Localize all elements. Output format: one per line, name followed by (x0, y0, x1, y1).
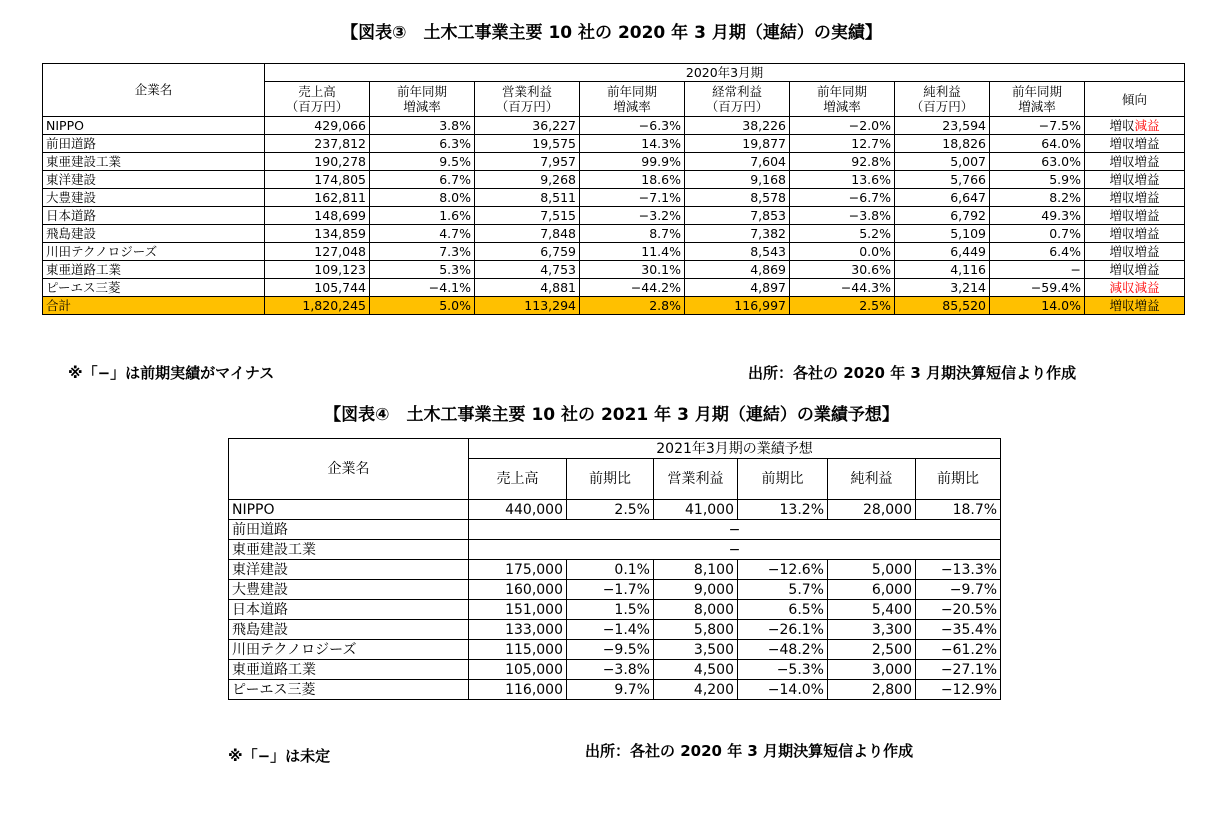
value-cell: 0.0% (790, 243, 895, 261)
trend-part: 増収 (1109, 153, 1135, 169)
column-header (475, 82, 580, 117)
value-cell: 174,805 (265, 171, 370, 189)
value-cell: 134,859 (265, 225, 370, 243)
table1-note: ※「−」は前期実績がマイナス (68, 364, 275, 382)
table2-note: ※「−」は未定 (228, 747, 331, 765)
value-cell: 7,515 (475, 207, 580, 225)
value-cell: 5,800 (654, 620, 738, 640)
company-name: ピーエス三菱 (43, 279, 265, 297)
value-cell: 3.8% (370, 117, 475, 135)
trend-part: 減益 (1134, 117, 1160, 133)
column-header: 前期比 (738, 459, 828, 500)
table-row (43, 207, 1185, 225)
value-cell: 2,500 (828, 640, 916, 660)
value-cell: 9.7% (567, 680, 654, 700)
trend-cell (1085, 297, 1185, 315)
value-cell: −27.1% (916, 660, 1001, 680)
column-header-line1: 純利益 (923, 84, 961, 99)
value-cell: 18.7% (916, 500, 1001, 520)
column-header (1085, 82, 1185, 117)
value-cell: 6.4% (990, 243, 1085, 261)
value-cell: −48.2% (738, 640, 828, 660)
value-cell: 9.5% (370, 153, 475, 171)
value-cell: 4,200 (654, 680, 738, 700)
column-header (685, 82, 790, 117)
value-cell: 6,000 (828, 580, 916, 600)
column-header-line1: 前年同期 (606, 84, 657, 99)
column-header (580, 82, 685, 117)
table-row (43, 117, 1185, 135)
value-cell: −1.4% (567, 620, 654, 640)
trend-part: 増益 (1134, 189, 1160, 205)
value-cell: 3,214 (895, 279, 990, 297)
value-cell: 4,881 (475, 279, 580, 297)
value-cell: 2.5% (790, 297, 895, 315)
column-header-line2: 増減率 (823, 99, 861, 114)
table-row (229, 580, 1001, 600)
trend-part: 減収 (1109, 279, 1135, 295)
value-cell: 7,848 (475, 225, 580, 243)
value-cell: 160,000 (469, 580, 567, 600)
company-name: 川田テクノロジーズ (229, 640, 469, 660)
column-header: 営業利益 (654, 459, 738, 500)
table-row (43, 189, 1185, 207)
value-cell: −13.3% (916, 560, 1001, 580)
value-cell: −2.0% (790, 117, 895, 135)
table-row (43, 225, 1185, 243)
trend-part: 増益 (1134, 171, 1160, 187)
trend-part: 増益 (1134, 225, 1160, 241)
company-name: 飛島建設 (229, 620, 469, 640)
value-cell: − (990, 261, 1085, 279)
value-cell: 41,000 (654, 500, 738, 520)
value-cell: 13.6% (790, 171, 895, 189)
table-row (229, 520, 1001, 540)
table-row (43, 153, 1185, 171)
value-cell: 30.1% (580, 261, 685, 279)
value-cell: 1.5% (567, 600, 654, 620)
column-header-line1: 前年同期 (816, 84, 867, 99)
value-cell: 7,382 (685, 225, 790, 243)
column-header: 純利益 (828, 459, 916, 500)
trend-part: 増益 (1134, 207, 1160, 223)
company-name: NIPPO (229, 500, 469, 520)
trend-part: 増益 (1134, 135, 1160, 151)
value-cell: 0.1% (567, 560, 654, 580)
value-cell: 11.4% (580, 243, 685, 261)
value-cell: 4,753 (475, 261, 580, 279)
table-row (229, 680, 1001, 700)
period-header: 2020年3月期 (265, 64, 1185, 82)
value-cell: −1.7% (567, 580, 654, 600)
value-cell: −6.3% (580, 117, 685, 135)
company-name: ピーエス三菱 (229, 680, 469, 700)
value-cell: 175,000 (469, 560, 567, 580)
column-header-line2: （百万円） (705, 99, 769, 114)
column-header-line1: 売上高 (298, 84, 336, 99)
value-cell: 28,000 (828, 500, 916, 520)
trend-part: 増収 (1109, 261, 1135, 277)
column-header-line2: （百万円） (495, 99, 559, 114)
trend-cell (1085, 189, 1185, 207)
table-row (229, 640, 1001, 660)
value-cell: 3,000 (828, 660, 916, 680)
value-cell: 5.2% (790, 225, 895, 243)
value-cell: 440,000 (469, 500, 567, 520)
column-header (265, 82, 370, 117)
value-cell: −26.1% (738, 620, 828, 640)
total-row (43, 297, 1185, 315)
value-cell: 36,227 (475, 117, 580, 135)
table-row (229, 540, 1001, 560)
value-cell: 64.0% (990, 135, 1085, 153)
undetermined-cell: − (469, 540, 1001, 560)
value-cell: 85,520 (895, 297, 990, 315)
trend-cell (1085, 135, 1185, 153)
table1-source: 出所：各社の 2020 年 3 月期決算短信より作成 (748, 364, 1077, 382)
value-cell: 8,100 (654, 560, 738, 580)
value-cell: 4,116 (895, 261, 990, 279)
company-header: 企業名 (43, 64, 265, 117)
column-header: 前期比 (567, 459, 654, 500)
value-cell: −3.8% (790, 207, 895, 225)
value-cell: 5,766 (895, 171, 990, 189)
value-cell: −7.1% (580, 189, 685, 207)
trend-cell (1085, 117, 1185, 135)
value-cell: 105,744 (265, 279, 370, 297)
trend-cell (1085, 243, 1185, 261)
value-cell: 4,869 (685, 261, 790, 279)
value-cell: 7.3% (370, 243, 475, 261)
value-cell: 14.0% (990, 297, 1085, 315)
company-name: 日本道路 (43, 207, 265, 225)
column-header (790, 82, 895, 117)
value-cell: 9,168 (685, 171, 790, 189)
table-row (229, 660, 1001, 680)
column-header: 前期比 (916, 459, 1001, 500)
table-row (43, 243, 1185, 261)
value-cell: 5,109 (895, 225, 990, 243)
value-cell: −35.4% (916, 620, 1001, 640)
value-cell: −14.0% (738, 680, 828, 700)
value-cell: 5,400 (828, 600, 916, 620)
value-cell: 4,897 (685, 279, 790, 297)
value-cell: 7,957 (475, 153, 580, 171)
column-header (895, 82, 990, 117)
value-cell: 5.9% (990, 171, 1085, 189)
column-header-line1: 経常利益 (711, 84, 762, 99)
value-cell: 9,000 (654, 580, 738, 600)
value-cell: 63.0% (990, 153, 1085, 171)
company-name: 前田道路 (43, 135, 265, 153)
value-cell: 49.3% (990, 207, 1085, 225)
value-cell: 14.3% (580, 135, 685, 153)
value-cell: 151,000 (469, 600, 567, 620)
company-name: 川田テクノロジーズ (43, 243, 265, 261)
value-cell: 115,000 (469, 640, 567, 660)
trend-cell (1085, 279, 1185, 297)
column-header: 売上高 (469, 459, 567, 500)
value-cell: 8,578 (685, 189, 790, 207)
value-cell: 9,268 (475, 171, 580, 189)
forecast-table-2021 (228, 438, 1001, 700)
value-cell: 4,500 (654, 660, 738, 680)
trend-part: 増収 (1109, 243, 1135, 259)
value-cell: 8,511 (475, 189, 580, 207)
value-cell: −6.7% (790, 189, 895, 207)
company-name: 前田道路 (229, 520, 469, 540)
trend-part: 増収 (1109, 225, 1135, 241)
value-cell: 0.7% (990, 225, 1085, 243)
undetermined-cell: − (469, 520, 1001, 540)
value-cell: 13.2% (738, 500, 828, 520)
company-name: 東亜道路工業 (43, 261, 265, 279)
value-cell: 429,066 (265, 117, 370, 135)
table-row (229, 500, 1001, 520)
value-cell: 5.0% (370, 297, 475, 315)
value-cell: 3,300 (828, 620, 916, 640)
company-name: 合計 (43, 297, 265, 315)
value-cell: 109,123 (265, 261, 370, 279)
table-row (43, 171, 1185, 189)
value-cell: −3.8% (567, 660, 654, 680)
value-cell: −61.2% (916, 640, 1001, 660)
value-cell: 38,226 (685, 117, 790, 135)
value-cell: 8,000 (654, 600, 738, 620)
value-cell: 162,811 (265, 189, 370, 207)
value-cell: 127,048 (265, 243, 370, 261)
value-cell: 3,500 (654, 640, 738, 660)
value-cell: −5.3% (738, 660, 828, 680)
table-row (43, 261, 1185, 279)
value-cell: 30.6% (790, 261, 895, 279)
value-cell: 6.7% (370, 171, 475, 189)
value-cell: 8.7% (580, 225, 685, 243)
company-name: 大豊建設 (229, 580, 469, 600)
company-name: 飛島建設 (43, 225, 265, 243)
value-cell: 6.3% (370, 135, 475, 153)
company-name: 東洋建設 (43, 171, 265, 189)
column-header-line2: 増減率 (1018, 99, 1056, 114)
column-header-line2: （百万円） (910, 99, 974, 114)
value-cell: 5,000 (828, 560, 916, 580)
column-header (370, 82, 475, 117)
value-cell: −44.2% (580, 279, 685, 297)
value-cell: 6,449 (895, 243, 990, 261)
trend-part: 減益 (1134, 279, 1160, 295)
table-row (229, 620, 1001, 640)
company-name: 東亜建設工業 (43, 153, 265, 171)
column-header-line1: 前年同期 (396, 84, 447, 99)
company-name: 大豊建設 (43, 189, 265, 207)
table2-source: 出所：各社の 2020 年 3 月期決算短信より作成 (585, 742, 914, 760)
results-table-2020 (42, 63, 1185, 315)
company-name: 東洋建設 (229, 560, 469, 580)
value-cell: 8.0% (370, 189, 475, 207)
value-cell: −59.4% (990, 279, 1085, 297)
table-row (43, 135, 1185, 153)
column-header-line1: 傾向 (1122, 91, 1148, 107)
company-name: NIPPO (43, 117, 265, 135)
company-name: 日本道路 (229, 600, 469, 620)
table-row (43, 279, 1185, 297)
trend-part: 増収 (1109, 189, 1135, 205)
value-cell: 23,594 (895, 117, 990, 135)
value-cell: 12.7% (790, 135, 895, 153)
value-cell: 133,000 (469, 620, 567, 640)
company-header: 企業名 (229, 439, 469, 500)
value-cell: 5,007 (895, 153, 990, 171)
column-header-line1: 前年同期 (1011, 84, 1062, 99)
value-cell: 6.5% (738, 600, 828, 620)
value-cell: 18.6% (580, 171, 685, 189)
value-cell: 148,699 (265, 207, 370, 225)
value-cell: 7,853 (685, 207, 790, 225)
trend-part: 増益 (1134, 297, 1160, 313)
value-cell: −4.1% (370, 279, 475, 297)
value-cell: 4.7% (370, 225, 475, 243)
trend-part: 増益 (1134, 243, 1160, 259)
table1-title: 【図表③ 土木工事業主要 10 社の 2020 年 3 月期（連結）の実績】 (341, 23, 882, 43)
column-header-line2: 増減率 (613, 99, 651, 114)
trend-cell (1085, 225, 1185, 243)
trend-part: 増収 (1109, 207, 1135, 223)
trend-cell (1085, 171, 1185, 189)
trend-cell (1085, 207, 1185, 225)
column-header (990, 82, 1085, 117)
value-cell: 237,812 (265, 135, 370, 153)
value-cell: 8,543 (685, 243, 790, 261)
value-cell: 18,826 (895, 135, 990, 153)
trend-part: 増収 (1109, 135, 1135, 151)
value-cell: 1.6% (370, 207, 475, 225)
value-cell: 113,294 (475, 297, 580, 315)
value-cell: 116,997 (685, 297, 790, 315)
value-cell: −12.9% (916, 680, 1001, 700)
value-cell: 19,575 (475, 135, 580, 153)
value-cell: −9.7% (916, 580, 1001, 600)
value-cell: 5.7% (738, 580, 828, 600)
trend-cell (1085, 261, 1185, 279)
value-cell: 8.2% (990, 189, 1085, 207)
value-cell: 190,278 (265, 153, 370, 171)
trend-cell (1085, 153, 1185, 171)
value-cell: 6,647 (895, 189, 990, 207)
value-cell: 99.9% (580, 153, 685, 171)
trend-part: 増収 (1109, 117, 1135, 133)
value-cell: 2,800 (828, 680, 916, 700)
value-cell: 5.3% (370, 261, 475, 279)
trend-part: 増収 (1109, 171, 1135, 187)
value-cell: −44.3% (790, 279, 895, 297)
value-cell: −7.5% (990, 117, 1085, 135)
table2-title: 【図表④ 土木工事業主要 10 社の 2021 年 3 月期（連結）の業績予想】 (324, 405, 899, 425)
table-row (229, 600, 1001, 620)
company-name: 東亜建設工業 (229, 540, 469, 560)
value-cell: 6,792 (895, 207, 990, 225)
column-header-line1: 営業利益 (501, 84, 552, 99)
column-header-line2: （百万円） (285, 99, 349, 114)
value-cell: −9.5% (567, 640, 654, 660)
value-cell: 2.5% (567, 500, 654, 520)
table-row (229, 560, 1001, 580)
column-header-line2: 増減率 (403, 99, 441, 114)
value-cell: −12.6% (738, 560, 828, 580)
value-cell: 6,759 (475, 243, 580, 261)
value-cell: 92.8% (790, 153, 895, 171)
trend-part: 増益 (1134, 261, 1160, 277)
value-cell: 2.8% (580, 297, 685, 315)
value-cell: 1,820,245 (265, 297, 370, 315)
value-cell: 105,000 (469, 660, 567, 680)
trend-part: 増収 (1109, 297, 1135, 313)
value-cell: 7,604 (685, 153, 790, 171)
value-cell: 19,877 (685, 135, 790, 153)
period-header: 2021年3月期の業績予想 (469, 439, 1001, 459)
trend-part: 増益 (1134, 153, 1160, 169)
value-cell: 116,000 (469, 680, 567, 700)
company-name: 東亜道路工業 (229, 660, 469, 680)
value-cell: −3.2% (580, 207, 685, 225)
value-cell: −20.5% (916, 600, 1001, 620)
